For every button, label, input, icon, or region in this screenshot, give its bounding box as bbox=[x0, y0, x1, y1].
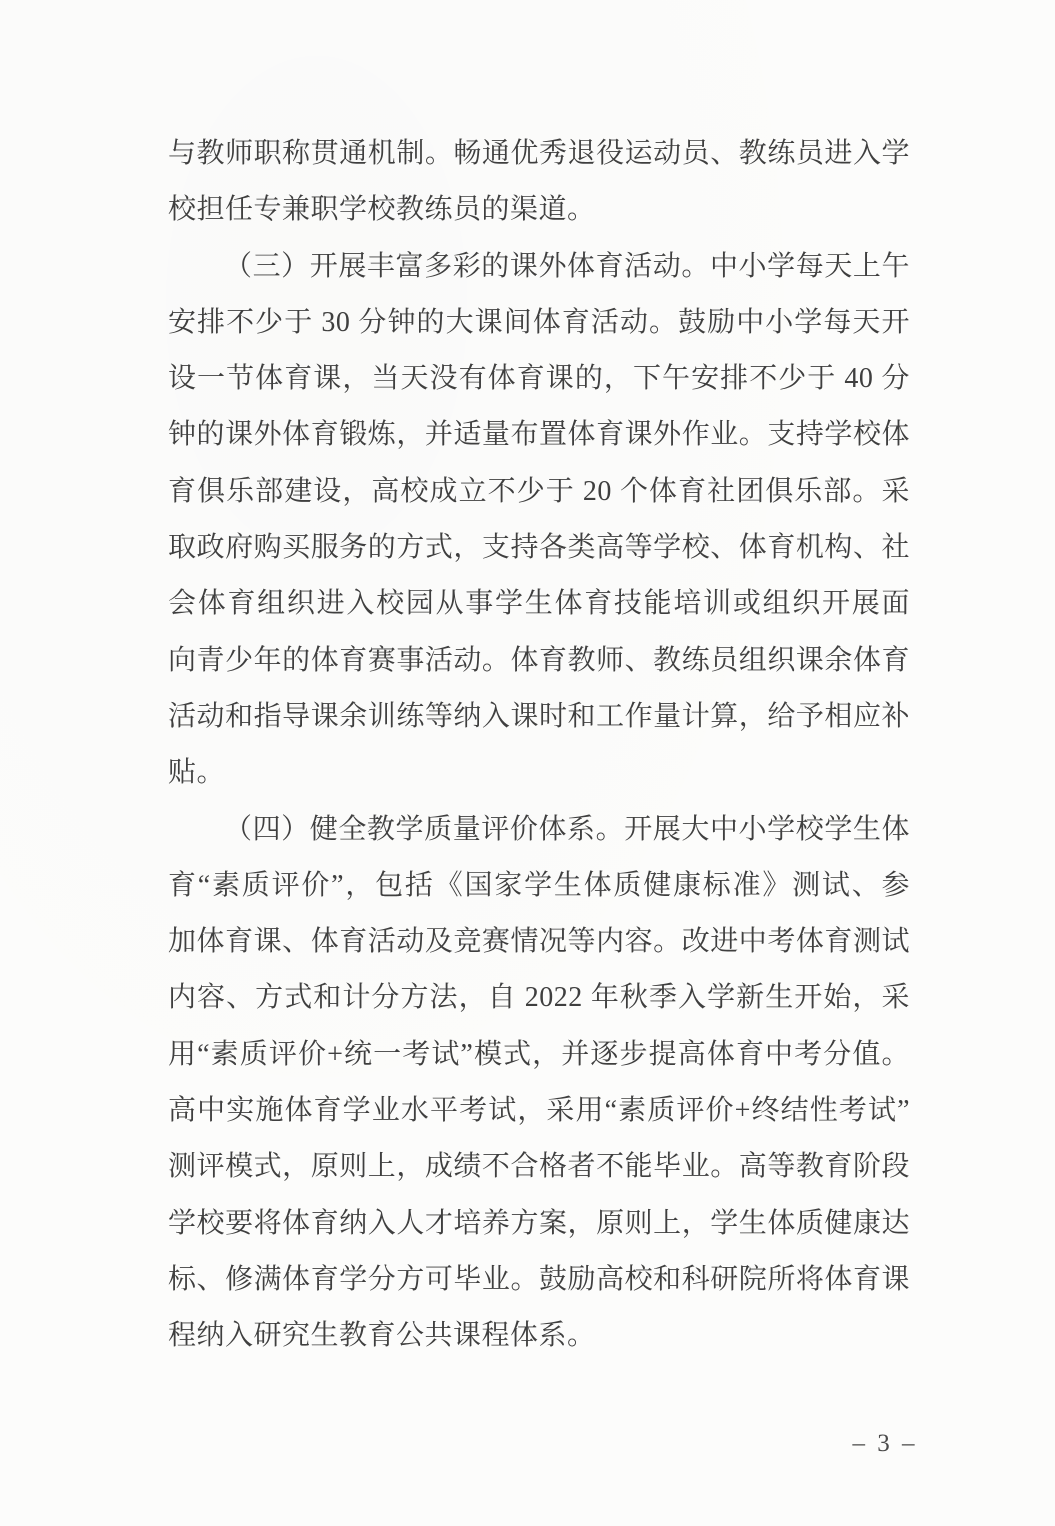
text-line: 贴。 bbox=[168, 757, 226, 789]
text-line-section-heading-4: （四）健全教学质量评价体系。开展大中小学校学生体 bbox=[224, 813, 910, 845]
text-line: 测评模式，原则上，成绩不合格者不能毕业。高等教育阶段 bbox=[168, 1151, 910, 1183]
page-number: – 3 – bbox=[852, 1430, 918, 1457]
document-text-block bbox=[168, 126, 910, 1365]
text-line: 内容、方式和计分方法，自 2022 年秋季入学新生开始，采 bbox=[168, 982, 910, 1014]
text-line: 用“素质评价+统一考试”模式，并逐步提高体育中考分值。 bbox=[168, 1038, 910, 1070]
text-line: 加体育课、体育活动及竞赛情况等内容。改进中考体育测试 bbox=[168, 926, 910, 958]
text-line: 设一节体育课，当天没有体育课的，下午安排不少于 40 分 bbox=[168, 363, 910, 395]
text-line: 校担任专兼职学校教练员的渠道。 bbox=[168, 194, 596, 226]
text-line: 程纳入研究生教育公共课程体系。 bbox=[168, 1320, 596, 1352]
text-line: 育俱乐部建设，高校成立不少于 20 个体育社团俱乐部。采 bbox=[168, 475, 910, 507]
text-line: 活动和指导课余训练等纳入课时和工作量计算，给予相应补 bbox=[168, 700, 910, 732]
text-line: 与教师职称贯通机制。畅通优秀退役运动员、教练员进入学 bbox=[168, 138, 910, 169]
text-line: 安排不少于 30 分钟的大课间体育活动。鼓励中小学每天开 bbox=[168, 306, 910, 338]
text-line: 标、修满体育学分方可毕业。鼓励高校和科研院所将体育课 bbox=[168, 1263, 910, 1295]
text-line: 向青少年的体育赛事活动。体育教师、教练员组织课余体育 bbox=[168, 644, 910, 676]
text-line: 学校要将体育纳入人才培养方案，原则上，学生体质健康达 bbox=[168, 1207, 910, 1239]
text-line-section-heading-3: （三）开展丰富多彩的课外体育活动。中小学每天上午 bbox=[224, 250, 910, 282]
text-line: 高中实施体育学业水平考试，采用“素质评价+终结性考试” bbox=[168, 1095, 910, 1127]
text-line: 取政府购买服务的方式，支持各类高等学校、体育机构、社 bbox=[168, 532, 910, 564]
text-line: 育“素质评价”，包括《国家学生体质健康标准》测试、参 bbox=[168, 869, 910, 901]
text-line: 钟的课外体育锻炼，并适量布置体育课外作业。支持学校体 bbox=[168, 419, 910, 451]
text-line: 会体育组织进入校园从事学生体育技能培训或组织开展面 bbox=[168, 588, 910, 620]
